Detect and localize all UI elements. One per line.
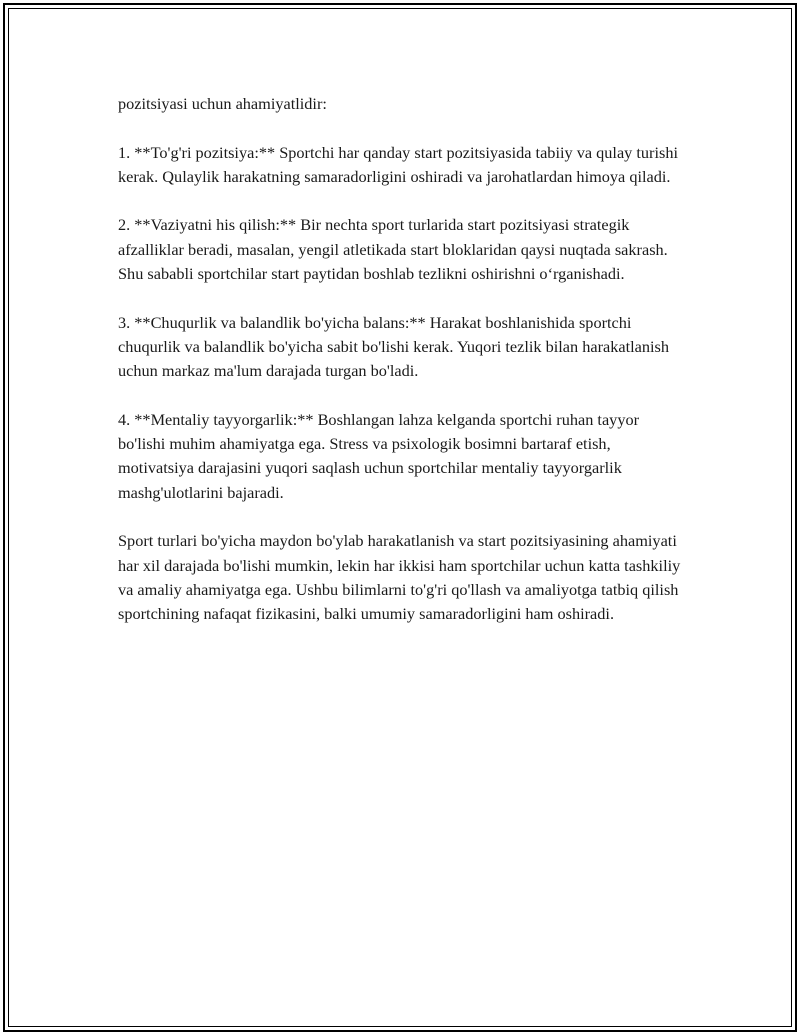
- paragraph-correct-position: 1. **To'g'ri pozitsiya:** Sportchi har qanday start pozitsiyasida tabiiy va qulay turishi kerak. Qulaylik harakatning samaradorligini oshiradi va jarohatlardan himoya qiladi.: [118, 142, 678, 186]
- paragraph-balance: 3. **Chuqurlik va balandlik bo'yicha balans:** Harakat boshlanishida sportchi chuqurlik va balandlik bo'yicha sabit bo'lishi kerak. Yuqori tezlik bilan harakatlanish uchun markaz ma'lum darajada turgan bo'ladi.: [118, 312, 669, 381]
- paragraph-conclusion: Sport turlari bo'yicha maydon bo'ylab harakatlanish va start pozitsiyasining ahamiyati har xil darajada bo'lishi mumkin, lekin har ikkisi ham sportchilar uchun katta tashkiliy va amaliy ahamiyatga ega. Ushbu bilimlarni to'g'ri qo'llash va amaliyotga tatbiq qilish sportchining nafaqat fizikasini, balki umumiy samaradorligini ham oshiradi.: [118, 531, 681, 624]
- document-body: [118, 92, 688, 627]
- intro-line: pozitsiyasi uchun ahamiyatlidir:: [118, 94, 327, 113]
- paragraph-situational-awareness: 2. **Vaziyatni his qilish:** Bir nechta sport turlarida start pozitsiyasi strategik afzalliklar beradi, masalan, yengil atletikada start bloklaridan qaysi nuqtada sakrash. Shu sababli sportchilar start paytidan boshlab tezlikni oshirishni o‘rganishadi.: [118, 215, 668, 284]
- paragraph-mental-preparation: 4. **Mentaliy tayyorgarlik:** Boshlangan lahza kelganda sportchi ruhan tayyor bo'lishi muhim ahamiyatga ega. Stress va psixologik bosimni bartaraf etish, motivatsiya darajasini yuqori saqlash uchun sportchilar mentaliy tayyorgarlik mashg'ulotlarini bajaradi.: [118, 409, 640, 502]
